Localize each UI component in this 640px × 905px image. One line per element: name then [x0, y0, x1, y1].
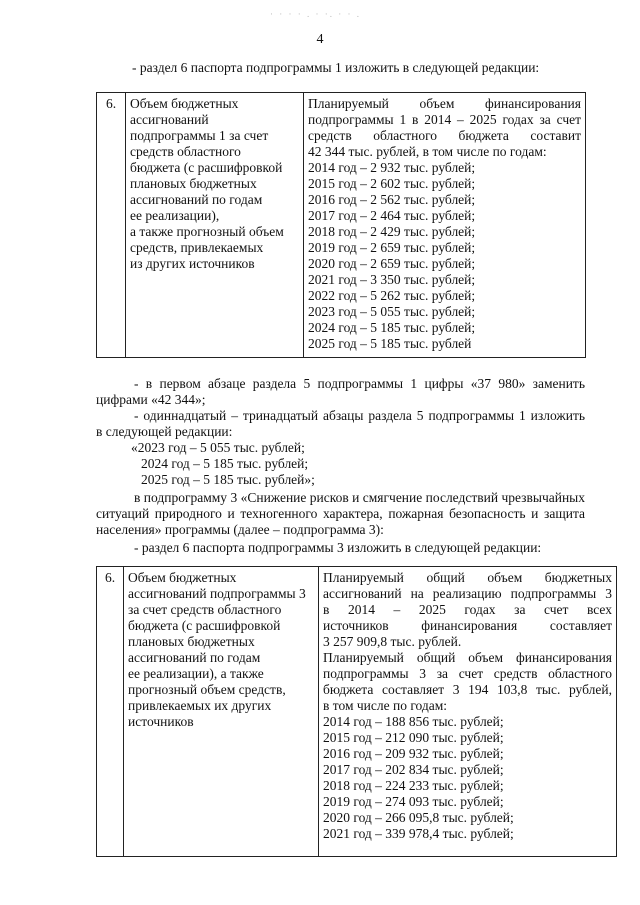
title-line: ассигнований: [130, 112, 209, 127]
content-line: источников финансирования составляет: [323, 618, 612, 633]
content-line: бюджета составляет 3 194 103,8 тыс. рублей,: [323, 682, 612, 697]
year-line: 2017 год – 2 464 тыс. рублей;: [308, 208, 476, 223]
year-line: 2014 год – 188 856 тыс. рублей;: [323, 714, 504, 729]
title-line: бюджета (с расшифровкой: [130, 160, 283, 175]
year-line: 2019 год – 274 093 тыс. рублей;: [323, 794, 504, 809]
quote-line-2024: 2024 год – 5 185 тыс. рублей;: [141, 456, 309, 471]
content-line: 3 257 909,8 тыс. рублей.: [323, 634, 462, 649]
year-line: 2022 год – 5 262 тыс. рублей;: [308, 288, 476, 303]
row-content: [304, 93, 586, 358]
intro-section6-sub1: - раздел 6 паспорта подпрограммы 1 изложить в следующей редакции:: [132, 60, 540, 75]
scan-artifact: · · · · . · ·. · · .: [270, 9, 361, 19]
content-line: средств областного бюджета составит: [308, 128, 581, 143]
passport-table-subprogram-3: [96, 566, 617, 857]
title-line: бюджета (с расшифровкой: [128, 618, 281, 633]
title-line: из других источников: [130, 256, 255, 271]
year-line: 2014 год – 2 932 тыс. рублей;: [308, 160, 476, 175]
year-line: 2025 год – 5 185 тыс. рублей: [308, 336, 472, 351]
year-line: 2020 год – 266 095,8 тыс. рублей;: [323, 810, 514, 825]
content-line: Планируемый объем финансирования: [308, 96, 581, 111]
year-line: 2017 год – 202 834 тыс. рублей;: [323, 762, 504, 777]
title-line: средств, привлекаемых: [130, 240, 264, 255]
title-line: а также прогнозный объем: [130, 224, 284, 239]
title-line: Объем бюджетных: [128, 570, 237, 585]
paragraph-line: населения» программы (далее – подпрограмма 3):: [96, 522, 384, 537]
paragraph-line: - одиннадцатый – тринадцатый абзацы раздела 5 подпрограммы 1 изложить: [134, 408, 585, 423]
content-line: Планируемый общий объем бюджетных: [323, 570, 612, 585]
title-line: привлекаемых их других: [128, 698, 272, 713]
paragraph-line: в следующей редакции:: [96, 424, 233, 439]
title-line: ассигнований по годам: [128, 650, 261, 665]
title-line: плановых бюджетных: [128, 634, 255, 649]
title-line: прогнозный объем средств,: [128, 682, 286, 697]
content-line: подпрограммы 3 за счет средств областного: [323, 666, 612, 681]
title-line: ассигнований подпрограммы 3: [128, 586, 306, 601]
row-number: 6.: [97, 93, 126, 358]
row-content: [319, 567, 617, 857]
content-line: в том числе по годам:: [323, 698, 448, 713]
year-line: 2021 год – 3 350 тыс. рублей;: [308, 272, 476, 287]
passport-table-subprogram-1: [96, 92, 586, 358]
quote-line-2023: «2023 год – 5 055 тыс. рублей;: [131, 440, 305, 455]
content-line: в 2014 – 2025 годах за счет всех: [323, 602, 612, 617]
title-line: Объем бюджетных: [130, 96, 239, 111]
content-line: 42 344 тыс. рублей, в том числе по годам:: [308, 144, 547, 159]
paragraph-line: цифрами «42 344»;: [96, 392, 206, 407]
year-line: 2023 год – 5 055 тыс. рублей;: [308, 304, 476, 319]
year-line: 2015 год – 212 090 тыс. рублей;: [323, 730, 504, 745]
title-line: ассигнований по годам: [130, 192, 263, 207]
paragraph-line: ситуаций природного и техногенного характера, пожарная безопасность и защита: [96, 506, 585, 521]
row-title: [126, 93, 304, 358]
title-line: источников: [128, 714, 194, 729]
paragraph-subprogram-3: [96, 490, 585, 538]
page-number: 4: [316, 32, 324, 47]
year-line: 2016 год – 209 932 тыс. рублей;: [323, 746, 504, 761]
year-line: 2021 год – 339 978,4 тыс. рублей;: [323, 826, 514, 841]
content-line: ассигнований на реализацию подпрограммы 3: [323, 586, 612, 601]
intro-section6-sub3: - раздел 6 паспорта подпрограммы 3 изложить в следующей редакции:: [134, 540, 542, 555]
title-line: средств областного: [130, 144, 241, 159]
row-number: 6.: [97, 567, 124, 857]
paragraph-line: в подпрограмму 3 «Снижение рисков и смягчение последствий чрезвычайных: [134, 490, 585, 505]
title-line: за счет средств областного: [128, 602, 282, 617]
year-line: 2019 год – 2 659 тыс. рублей;: [308, 240, 476, 255]
content-line: Планируемый общий объем финансирования: [323, 650, 612, 665]
paragraph-line: - в первом абзаце раздела 5 подпрограммы 1 цифры «37 980» заменить: [134, 376, 585, 391]
year-line: 2024 год – 5 185 тыс. рублей;: [308, 320, 476, 335]
title-line: плановых бюджетных: [130, 176, 257, 191]
year-line: 2018 год – 224 233 тыс. рублей;: [323, 778, 504, 793]
year-line: 2016 год – 2 562 тыс. рублей;: [308, 192, 476, 207]
year-line: 2020 год – 2 659 тыс. рублей;: [308, 256, 476, 271]
row-title: [124, 567, 319, 857]
paragraph-replace-figures: [96, 376, 585, 408]
year-line: 2015 год – 2 602 тыс. рублей;: [308, 176, 476, 191]
title-line: ее реализации), а также: [128, 666, 264, 681]
year-line: 2018 год – 2 429 тыс. рублей;: [308, 224, 476, 239]
title-line: ее реализации),: [130, 208, 220, 223]
title-line: подпрограммы 1 за счет: [130, 128, 269, 143]
quote-line-2025: 2025 год – 5 185 тыс. рублей»;: [141, 472, 315, 487]
content-line: подпрограммы 1 в 2014 – 2025 годах за счет: [308, 112, 581, 127]
paragraph-paragraphs-11-13: [96, 408, 585, 440]
